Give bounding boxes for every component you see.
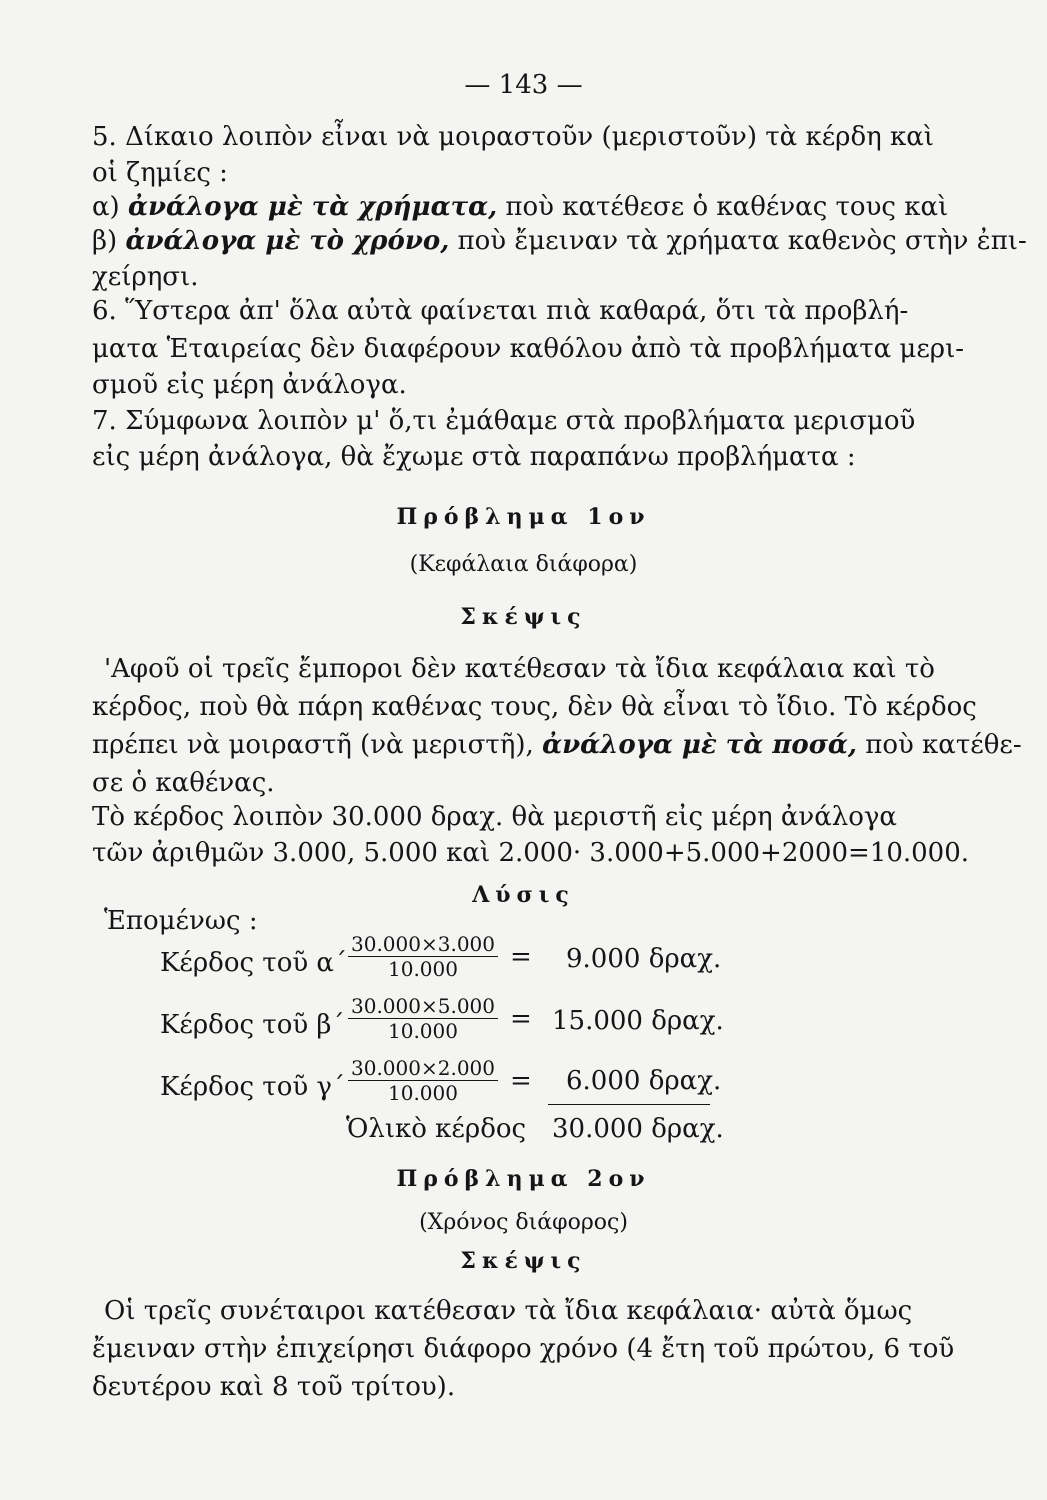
problem2-thought-line1: Οἱ τρεῖς συνέταιροι κατέθεσαν τὰ ἴδια κεφάλαια· αὐτὰ ὅμως bbox=[104, 1296, 913, 1326]
para7-line1: 7. Σύμφωνα λοιπὸν μ' ὅ,τι ἐμάθαμε στὰ προβλήματα μερισμοῦ bbox=[92, 406, 916, 436]
fraction-numerator: 30.000×2.000 bbox=[348, 1056, 498, 1081]
para6-line2: ματα Ἑταιρείας δὲν διαφέρουν καθόλου ἀπὸ τὰ προβλήματα μερι- bbox=[92, 334, 965, 364]
total-label: Ὁλικὸ κέρδος bbox=[346, 1114, 527, 1144]
problem2-subtitle: (Χρόνος διάφορος) bbox=[419, 1210, 628, 1235]
problem1-thought-line5: Τὸ κέρδος λοιπὸν 30.000 δραχ. θὰ μεριστῆ εἰς μέρη ἀνάλογα bbox=[92, 802, 897, 832]
item-b-prefix: β) bbox=[92, 226, 118, 256]
calc-row-c-label: Κέρδος τοῦ γ΄ bbox=[160, 1072, 345, 1102]
calc-row-c-fraction bbox=[348, 1056, 498, 1105]
calc-row-b-result: 15.000 δραχ. bbox=[552, 1006, 724, 1036]
problem1-subtitle: (Κεφάλαια διάφορα) bbox=[409, 552, 638, 577]
thought3-bold: ἀνάλογα μὲ τὰ ποσά, bbox=[542, 730, 857, 760]
para5-line5: χείρησι. bbox=[92, 262, 199, 292]
problem2-thought-line3: δευτέρου καὶ 8 τοῦ τρίτου). bbox=[92, 1372, 456, 1402]
problem1-heading: Πρόβλημα 1ον bbox=[396, 504, 651, 530]
calc-row-c-result: 6.000 δραχ. bbox=[566, 1066, 722, 1096]
item-b-bold: ἀνάλογα μὲ τὸ χρόνο, bbox=[125, 226, 450, 256]
calc-row-a-label: Κέρδος τοῦ α΄ bbox=[160, 948, 347, 978]
calc-row-b-label: Κέρδος τοῦ β΄ bbox=[160, 1010, 345, 1040]
item-a-bold: ἀνάλογα μὲ τὰ χρήματα, bbox=[127, 192, 498, 222]
para6-line3: σμοῦ εἰς μέρη ἀνάλογα. bbox=[92, 370, 407, 400]
problem1-thought-line6: τῶν ἀριθμῶν 3.000, 5.000 καὶ 2.000· 3.000+5.000+2000=10.000. bbox=[92, 838, 970, 868]
fraction-numerator: 30.000×3.000 bbox=[348, 932, 498, 957]
para5-line1 bbox=[92, 120, 934, 154]
total-value: 30.000 δραχ. bbox=[552, 1114, 724, 1144]
problem1-thought-heading: Σκέψις bbox=[460, 604, 587, 630]
fraction-denominator: 10.000 bbox=[388, 957, 458, 981]
item-a-prefix: α) bbox=[92, 192, 120, 222]
text: 5. Δίκαιο λοιπὸν εἶναι νὰ μοιραστοῦν (μεριστοῦν) τὰ κέρδη καὶ bbox=[92, 122, 934, 152]
problem1-solution-heading: Λύσις bbox=[472, 882, 575, 908]
fraction-denominator: 10.000 bbox=[388, 1081, 458, 1105]
problem1-thought-line2: κέρδος, ποὺ θὰ πάρη καθένας τους, δὲν θὰ εἶναι τὸ ἴδιο. Τὸ κέρδος bbox=[92, 692, 977, 722]
problem1-thought-line4: σε ὁ καθένας. bbox=[92, 768, 275, 798]
item-a-rest: ποὺ κατέθεσε ὁ καθένας τους καὶ bbox=[505, 192, 949, 222]
calc-row-a-equals: = bbox=[510, 942, 532, 972]
problem2-heading: Πρόβλημα 2ον bbox=[396, 1166, 651, 1192]
calc-row-a-result: 9.000 δραχ. bbox=[566, 944, 722, 974]
sum-rule bbox=[548, 1104, 710, 1105]
item-b-rest: ποὺ ἔμειναν τὰ χρήματα καθενὸς στὴν ἐπι- bbox=[457, 226, 1027, 256]
thought3-start: πρέπει νὰ μοιραστῆ (νὰ μεριστῆ), bbox=[92, 730, 534, 760]
problem1-thought-line1: 'Αφοῦ οἱ τρεῖς ἔμποροι δὲν κατέθεσαν τὰ ἴδια κεφάλαια καὶ τὸ bbox=[104, 654, 935, 684]
fraction-denominator: 10.000 bbox=[388, 1019, 458, 1043]
thought3-end: ποὺ κατέθε- bbox=[865, 730, 1022, 760]
problem2-thought-line2: ἔμειναν στὴν ἐπιχείρησι διάφορο χρόνο (4 ἔτη τοῦ πρώτου, 6 τοῦ bbox=[92, 1334, 955, 1364]
calc-row-b-equals: = bbox=[510, 1004, 532, 1034]
para5-line2: οἱ ζημίες : bbox=[92, 158, 228, 188]
problem1-thought-line3 bbox=[92, 728, 1022, 762]
para5-item-a bbox=[92, 190, 949, 224]
calc-row-a-fraction bbox=[348, 932, 498, 981]
para6-line1: 6. Ὕστερα ἀπ' ὅλα αὐτὰ φαίνεται πιὰ καθαρά, ὅτι τὰ προβλή- bbox=[92, 296, 909, 326]
problem2-thought-heading: Σκέψις bbox=[460, 1248, 587, 1274]
para7-line2: εἰς μέρη ἀνάλογα, θὰ ἔχωμε στὰ παραπάνω προβλήματα : bbox=[92, 442, 856, 472]
page-number: — 143 — bbox=[464, 70, 583, 100]
calc-row-b-fraction bbox=[348, 994, 498, 1043]
para5-item-b bbox=[92, 224, 1027, 258]
calc-row-c-equals: = bbox=[510, 1066, 532, 1096]
therefore-label: Ἑπομένως : bbox=[104, 906, 258, 936]
fraction-numerator: 30.000×5.000 bbox=[348, 994, 498, 1019]
